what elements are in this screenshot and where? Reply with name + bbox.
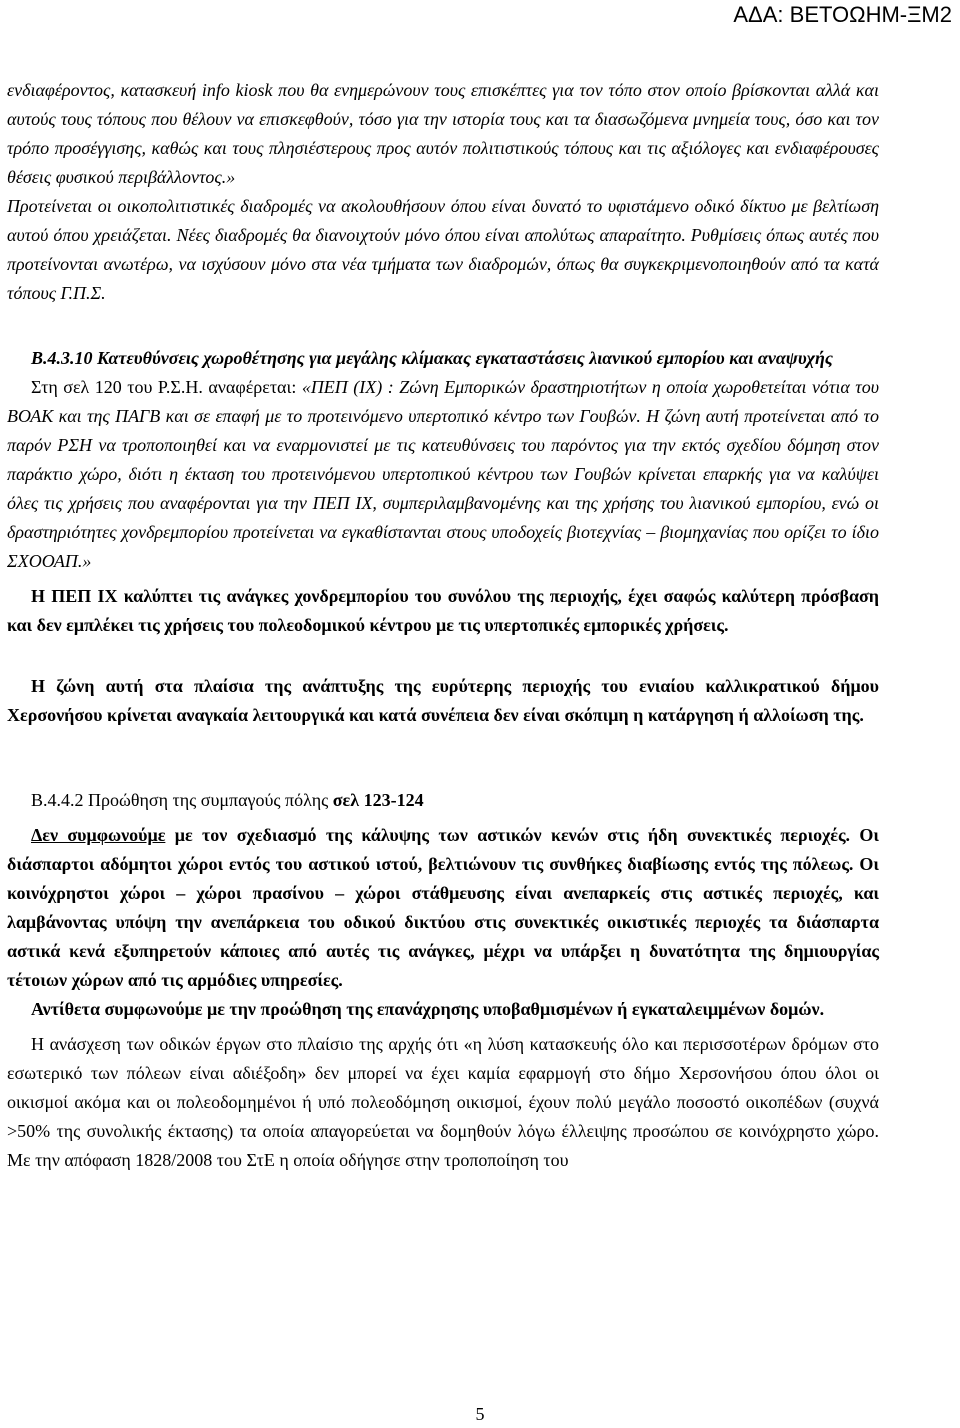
paragraph-disagree-urban-gaps	[7, 821, 879, 995]
paragraph-ecocultural-routes: Προτείνεται οι οικοπολιτιστικές διαδρομές να ακολουθήσουν όπου είναι δυνατό το υφιστάμενο οδικό δίκτυο με βελτίωση αυτού όπου χρειάζεται. Νέες διαδρομές θα διανοιχτούν μόνο όπου είναι απολύτως απαραίτητο. Ρυθμίσεις όπως αυτές που προτείνονται ανωτέρω, να ισχύσουν μόνο στα νέα τμήματα των διαδρομών, όπως θα συγκεκριμενοποιηθούν από τα κατά τόπους Γ.Π.Σ.	[7, 196, 879, 303]
quote-lead: Στη σελ 120 του Ρ.Σ.Η. αναφέρεται:	[31, 377, 302, 397]
section-heading-b442	[31, 786, 879, 815]
heading-title: Β.4.4.2 Προώθηση της συμπαγούς πόλης	[31, 790, 333, 810]
quote-text: «ΠΕΠ (ΙΧ) : Ζώνη Εμπορικών δραστηριοτήτων η οποία χωροθετείται νότια του ΒΟΑΚ και της ΠΑΓΒ και σε επαφή με το προτεινόμενο υπερτοπικό κέντρο των Γουβών. Η ζώνη αυτή προτείνεται από το παρόν ΡΣΗ να τροποποιηθεί και να εναρμονιστεί με τις κατευθύνσεις του παρόντος για την εκτός σχεδίου δόμηση στον παράκτιο χώρο, διότι η έκταση του προτεινόμενου υπερτοπικού κέντρου των Γουβών κρίνεται επαρκής για να καλύψει όλες τις χρήσεις που αναφέρονται για την ΠΕΠ ΙΧ, συμπεριλαμβανομένης και της χρήσης του λιανικού εμπορίου, ενώ οι δραστηριότητες χονδρεμπορίου προτείνεται να εγκαθίστανται στους υποδοχείς βιοτεχνίας – βιομηχανίας που ορίζει το ίδιο ΣΧΟΟΑΠ.»	[7, 377, 880, 571]
heading-pages: σελ 123-124	[332, 790, 424, 810]
page-number: 5	[475, 1404, 485, 1424]
paragraph-zone-necessity: Η ζώνη αυτή στα πλαίσια της ανάπτυξης της ευρύτερης περιοχής του ενιαίου καλλικρατικού δήμου Χερσονήσου κρίνεται αναγκαία λειτουργικά και κατά συνέπεια δεν είναι σκόπιμη η κατάργηση ή αλλοίωση της.	[7, 676, 879, 725]
disagree-rest: με τον σχεδιασμό της κάλυψης των αστικών κενών στις ήδη συνεκτικές περιοχές. Οι διάσπαρτοι αδόμητοι χώροι εντός του αστικού ιστού, βελτιώνουν τις συνθήκες διαβίωσης εντός της πόλεως. Οι κοινόχρηστοι χώροι – χώροι πρασίνου – χώροι στάθμευσης είναι ανεπαρκείς στις αστικές περιοχές, και λαμβάνοντας υπόψη την ανεπάρκεια του οδικού δικτύου στις συνεκτικές οικιστικές περιοχές τα διάσπαρτα αστικά κενά εξυπηρετούν κάποιες από αυτές τις ανάγκες, μέχρι να υπάρξει η δυνατότητα της δημιουργίας τέτοιων χώρων από τις αρμόδιες υπηρεσίες.	[7, 825, 879, 990]
disagree-emphasis: Δεν συμφωνούμε	[31, 825, 166, 845]
paragraph-pep-ix-quote	[7, 373, 879, 576]
section-heading-b4310: Β.4.3.10 Κατευθύνσεις χωροθέτησης για μεγάλης κλίμακας εγκαταστάσεις λιανικού εμπορίου και αναψυχής	[31, 348, 833, 368]
paragraph-info-kiosk: ενδιαφέροντος, κατασκευή info kiosk που θα ενημερώνουν τους επισκέπτες για τον τόπο στον οποίο βρίσκονται αλλά και αυτούς τους τόπους που θέλουν να επισκεφθούν, τόσο για την ιστορία τους και τα διασωζόμενα μνημεία τους, όσο και τον τρόπο προσέγγισης, καθώς και τους πλησιέστερους προς αυτόν πολιτιστικούς τόπους και τις αξιόλογες και ενδιαφέρουσες θέσεις φυσικού περιβάλλοντος.»	[7, 80, 879, 187]
document-header-ada-code: ΑΔΑ: ΒΕΤΟΩΗΜ-ΞΜ2	[733, 2, 952, 27]
paragraph-road-works: Η ανάσχεση των οδικών έργων στο πλαίσιο της αρχής ότι «η λύση κατασκευής όλο και περισσοτέρων δρόμων στο εσωτερικό των πόλεων είναι αδιέξοδη» δεν μπορεί να έχει καμία εφαρμογή στο δήμο Χερσονήσου όπου όλοι οι οικισμοί ακόμα και οι πολεοδομημένοι ή υπό πολεοδόμηση οικισμοί, έχουν πολύ μεγάλο ποσοστό οικοπέδων (συχνά >50% της συνολικής έκτασης) τα οποία απαγορεύεται να δομηθούν λόγω έλλειψης προσώπου σε κοινόχρηστο χώρο. Με την απόφαση 1828/2008 του ΣτΕ η οποία οδήγησε στην τροποποίηση του	[7, 1034, 879, 1170]
paragraph-pep-ix-coverage: Η ΠΕΠ ΙΧ καλύπτει τις ανάγκες χονδρεμπορίου του συνόλου της περιοχής, έχει σαφώς καλύτερη πρόσβαση και δεν εμπλέκει τις χρήσεις του πολεοδομικού κέντρου με τις υπερτοπικές εμπορικές χρήσεις.	[7, 586, 879, 635]
document-body	[7, 76, 879, 1175]
paragraph-agree-reuse: Αντίθετα συμφωνούμε με την προώθηση της επανάχρησης υποβαθμισμένων ή εγκαταλειμμένων δομών.	[31, 999, 825, 1019]
